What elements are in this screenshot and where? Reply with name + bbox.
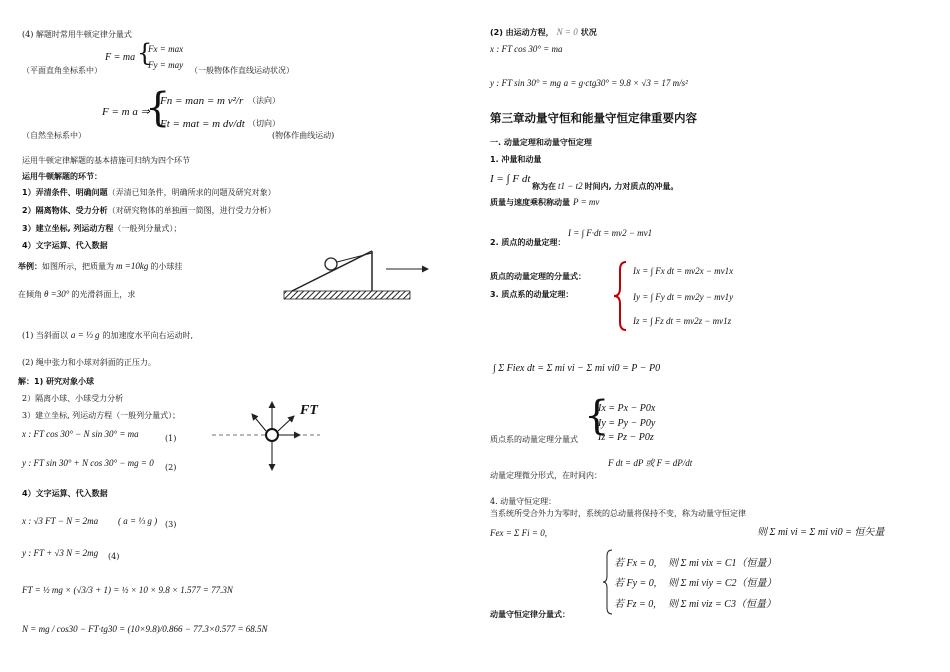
cons-y-if: 若 Fy = 0, <box>614 578 657 589</box>
equation-4-number: (4) <box>108 552 120 561</box>
theorem-equation: I = ∫ F·dt = mv2 − mv1 <box>568 228 653 238</box>
differential-label: 动量定理微分形式，在时间内： <box>490 471 602 480</box>
eq-tangent: Ft = mat = m dv/dt <box>160 118 245 130</box>
equation-1-number: (1) <box>165 434 177 443</box>
line-newton-components: (4) 解题时常用牛顿定律分量式 <box>22 30 132 39</box>
cons-x-if: 若 Fx = 0, <box>614 558 657 569</box>
brace-natural: { <box>145 85 171 131</box>
equation-6: N = mg / cos30 − FT·tg30 = (10×9.8)/0.866 − 77.3×0.577 = 68.5N <box>22 624 268 634</box>
momentum-text: 质量与速度乘积称动量 <box>490 198 570 207</box>
step-1-desc: （弄清已知条件，明确所求的问题及研究对象） <box>107 188 276 197</box>
equation-2-number: (2) <box>165 463 177 472</box>
r-eq-acc: a = g·ctg30° = 9.8 × √3 = 17 m/s² <box>563 78 688 88</box>
question-1-acc: a = ⅓ g <box>70 330 100 340</box>
tag-normal: （法向） <box>248 96 280 105</box>
note-rect-coords: （平面直角坐标系中） <box>22 66 102 75</box>
system-equation: ∫ Σ Fiex dt = Σ mi vi − Σ mi vi0 = P − P0 <box>493 363 661 374</box>
tag-tangent: （切向） <box>248 119 280 128</box>
note-natural-coords: （自然坐标系中） <box>22 131 86 140</box>
example-angle: θ =30° <box>44 289 70 299</box>
solution-label: 解： <box>18 377 34 386</box>
conservation-condition: Fex = Σ Fi = 0, <box>490 528 547 538</box>
cons-x-then: 则 Σ mi vix = C1（恒量） <box>668 558 777 569</box>
system-comp-z: Iz = Pz − P0z <box>598 432 654 443</box>
example-text-2: 的小球挂 <box>150 262 183 271</box>
conservation-components-label: 动量守恒定律分量式： <box>490 610 570 619</box>
step-1-title: 1）弄清条件、明确问题 <box>22 188 108 197</box>
component-y: Iy = ∫ Fy dt = mv2y − mv1y <box>633 292 734 302</box>
example-angle-text-2: 的光滑斜面上，求 <box>71 290 136 299</box>
impulse-text-1: 称为在 <box>532 182 556 191</box>
equation-3-acc: ( a = ⅓ g ) <box>118 516 158 526</box>
r-state-text: (2) 由运动方程， <box>490 28 554 37</box>
chapter-title: 第三章动量守恒和能量守恒定律重要内容 <box>490 111 697 125</box>
tension-label: FT <box>300 403 318 418</box>
subsection-impulse: 1. 冲量和动量 <box>490 155 542 164</box>
equation-2: y : FT sin 30° + N cos 30° − mg = 0 <box>22 458 154 468</box>
eq-fy: Fy = may <box>148 60 184 70</box>
equation-1: x : FT cos 30° − N sin 30° = ma <box>22 429 139 439</box>
equation-3-number: (3) <box>165 520 177 529</box>
solution-step-3-title: 3）建立坐标, 列运动方程 <box>22 411 113 420</box>
note-curve-motion: (物体作曲线运动) <box>272 131 335 140</box>
component-label: 质点的动量定理的分量式： <box>490 272 586 281</box>
impulse-interval: t1 − t2 <box>558 181 583 191</box>
impulse-equation: I = ∫ F dt <box>490 173 531 185</box>
r-state-n: N = 0 <box>556 27 578 37</box>
component-z: Iz = ∫ Fz dt = mv2z − mv1z <box>633 316 732 326</box>
equation-5: FT = ½ mg × (√3/3 + 1) = ½ × 10 × 9.8 × 1.577 = 77.3N <box>22 585 233 595</box>
eq-normal: Fn = man = m v²/r <box>160 95 244 107</box>
example-mass: m =10kg <box>116 261 149 271</box>
solution-step-3-desc: （一般列分量式）； <box>112 411 181 420</box>
r-state-text-2: 状况 <box>580 28 597 37</box>
subsection-system: 3. 质点系的动量定理： <box>490 290 574 299</box>
step-2-title: 2）隔离物体、受力分析 <box>22 206 108 215</box>
eq-fx: Fx = max <box>148 44 184 54</box>
subsection-theorem: 2. 质点的动量定理： <box>490 238 566 247</box>
system-comp-label: 质点系的动量定理分量式 <box>490 435 578 444</box>
equation-3: x : √3 FT − N = 2ma <box>22 516 99 526</box>
example-label: 举例： <box>18 262 42 271</box>
differential-equation: F dt = dP 或 F = dP/dt <box>608 458 693 468</box>
cons-z-then: 则 Σ mi viz = C3（恒量） <box>668 599 776 610</box>
equation-4: y : FT + √3 N = 2mg <box>22 548 99 558</box>
conservation-result: 则 Σ mi vi = Σ mi vi0 = 恒矢量 <box>757 527 885 538</box>
natural-equation: F = m a ⇒ <box>102 106 150 118</box>
conservation-text: 当系统所受合外力为零时，系统的总动量将保持不变，称为动量守恒定律 <box>490 509 746 518</box>
cons-y-then: 则 Σ mi viy = C2（恒量） <box>668 578 777 589</box>
question-2: (2) 绳中张力和小球对斜面的正压力。 <box>22 358 156 367</box>
solution-step-1: 1) 研究对象小球 <box>34 377 95 386</box>
note-linear-motion: （一般物体作直线运动状况） <box>190 66 294 75</box>
steps-heading: 运用牛顿解题的环节： <box>22 172 102 181</box>
vector-equation: F = ma <box>105 52 136 63</box>
section-1: 一. 动量定理和动量守恒定理 <box>490 138 592 147</box>
example-angle-text: 在倾角 <box>18 290 42 299</box>
momentum-eq: P = mv <box>573 197 600 207</box>
system-comp-x: Ix = Px − P0x <box>598 403 656 414</box>
step-3-desc: （一般列分量式）； <box>113 224 182 233</box>
step-2-desc: （对研究物体的单独画一简图，进行受力分析） <box>107 206 276 215</box>
step-4: 4）文字运算、代入数据 <box>22 241 108 250</box>
subsection-conservation: 4. 动量守恒定理： <box>490 497 557 506</box>
question-1-text-2: 的加速度水平向右运动时, <box>102 331 193 340</box>
example-text: 如图所示，把质量为 <box>42 262 114 271</box>
brace-system: { <box>584 393 610 439</box>
solution-step-2: 2）隔离小球、小球受力分析 <box>22 394 124 403</box>
r-eq-x: x : FT cos 30° = ma <box>490 44 563 54</box>
cons-z-if: 若 Fz = 0, <box>614 599 656 610</box>
step-3-title: 3）建立坐标, 列运动方程 <box>22 224 114 233</box>
impulse-text-2: 时间内, 力对质点的冲量。 <box>584 182 679 191</box>
system-comp-y: Iy = Py − P0y <box>598 418 656 429</box>
line-four-steps: 运用牛顿定律解题的基本措施可归纳为四个环节 <box>22 156 190 165</box>
component-x: Ix = ∫ Fx dt = mv2x − mv1x <box>633 266 734 276</box>
r-eq-y: y : FT sin 30° = mg <box>490 78 562 88</box>
brace-rect: { <box>137 39 153 67</box>
solution-step-4: 4）文字运算、代入数据 <box>22 489 108 498</box>
question-1-text: (1) 当斜面以 <box>22 331 68 340</box>
